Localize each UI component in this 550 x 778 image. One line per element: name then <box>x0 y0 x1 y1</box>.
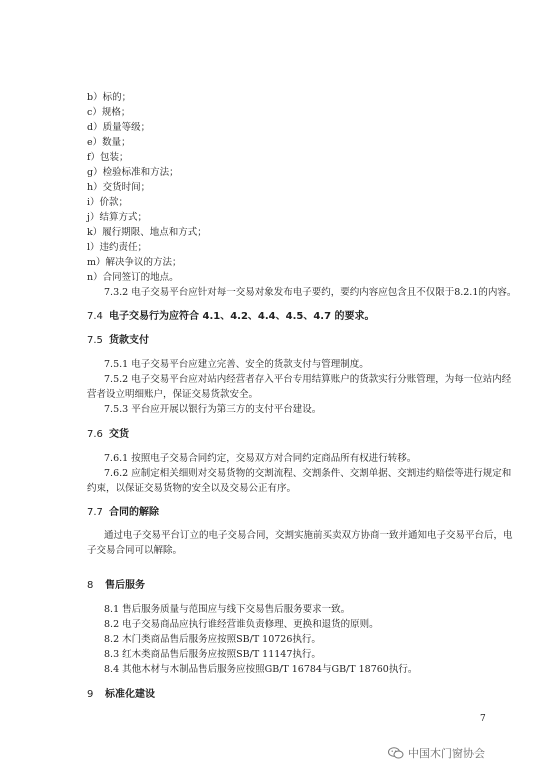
list-item: j）结算方式； <box>87 212 147 223</box>
clause-7-7-text-cont: 子交易合同可以解除。 <box>87 545 183 556</box>
list-item: b）标的； <box>87 92 132 103</box>
section-title: 货款支付 <box>109 335 149 346</box>
clause-8-2: 8.2 电子交易商品应执行谁经营谁负责修理、更换和退货的原则。 <box>104 619 379 630</box>
wechat-icon <box>388 747 404 759</box>
section-heading-7-5 <box>87 334 149 348</box>
clause-7-5-2-cont: 营者设立明细账户，保证交易货款安全。 <box>87 389 259 400</box>
list-item: m）解决争议的方法； <box>87 257 182 268</box>
list-item: f）包装； <box>87 152 129 163</box>
list-item: c）规格； <box>87 107 131 118</box>
section-number: 7.5 <box>87 335 103 346</box>
section-number: 7.4 <box>87 311 103 322</box>
section-number: 7.6 <box>87 429 103 440</box>
list-item: l）违约责任； <box>87 242 148 253</box>
section-heading-8 <box>87 579 145 593</box>
clause-7-3-2: 7.3.2 电子交易平台应针对每一交易对象发布电子要约，要约内容应包含且不仅限于8.2.1的内容。 <box>104 287 517 298</box>
section-heading-7-7 <box>87 506 159 520</box>
section-title: 交货 <box>109 429 129 440</box>
clause-8-4: 8.4 其他木材与木制品售后服务应按照GB/T 16784与GB/T 18760执行。 <box>104 664 418 675</box>
clause-8-1: 8.1 售后服务质量与范围应与线下交易售后服务要求一致。 <box>104 604 351 615</box>
clause-8-3: 8.3 红木类商品售后服务应按照SB/T 11147执行。 <box>104 649 321 660</box>
section-number: 9 <box>87 689 94 700</box>
section-title: 合同的解除 <box>109 507 159 518</box>
watermark-text: 中国木门窗协会 <box>408 747 485 760</box>
clause-7-6-2: 7.6.2 应制定相关细则对交易货物的交割流程、交割条件、交割单据、交割违约赔偿等进行规定和 <box>104 468 512 479</box>
clause-7-5-3: 7.5.3 平台应开展以银行为第三方的支付平台建设。 <box>104 404 322 415</box>
clause-7-6-1: 7.6.1 按照电子交易合同约定，交易双方对合同约定商品所有权进行转移。 <box>104 453 417 464</box>
list-item: i）价款； <box>87 197 129 208</box>
list-item: g）检验标准和方法； <box>87 167 179 178</box>
list-item: d）质量等级； <box>87 122 151 133</box>
page-number: 7 <box>480 714 486 724</box>
section-title: 标准化建设 <box>105 689 155 700</box>
section-heading-7-6 <box>87 428 129 442</box>
section-title: 电子交易行为应符合 4.1、4.2、4.4、4.5、4.7 的要求。 <box>109 311 375 322</box>
watermark <box>388 745 485 761</box>
clause-7-7-text: 通过电子交易平台订立的电子交易合同，交割实施前买卖双方协商一致并通知电子交易平台后，电 <box>104 530 513 541</box>
clause-7-5-2: 7.5.2 电子交易平台应对站内经营者存入平台专用结算账户的货款实行分账管理，为每一位站内经 <box>104 374 512 385</box>
list-item: h）交货时间； <box>87 182 151 193</box>
clause-7-6-2-cont: 约束，以保证交易货物的安全以及交易公正有序。 <box>87 483 297 494</box>
section-title: 售后服务 <box>105 580 145 591</box>
clause-7-5-1: 7.5.1 电子交易平台应建立完善、安全的货款支付与管理制度。 <box>104 359 369 370</box>
list-item: k）履行期限、地点和方式； <box>87 227 207 238</box>
section-number: 7.7 <box>87 507 103 518</box>
section-number: 8 <box>87 580 94 591</box>
section-heading-9 <box>87 688 155 702</box>
clause-8-2-b: 8.2 木门类商品售后服务应按照SB/T 10726执行。 <box>104 634 321 645</box>
list-item: n）合同签订的地点。 <box>87 272 179 283</box>
section-heading-7-4 <box>87 310 375 324</box>
list-item: e）数量； <box>87 137 131 148</box>
